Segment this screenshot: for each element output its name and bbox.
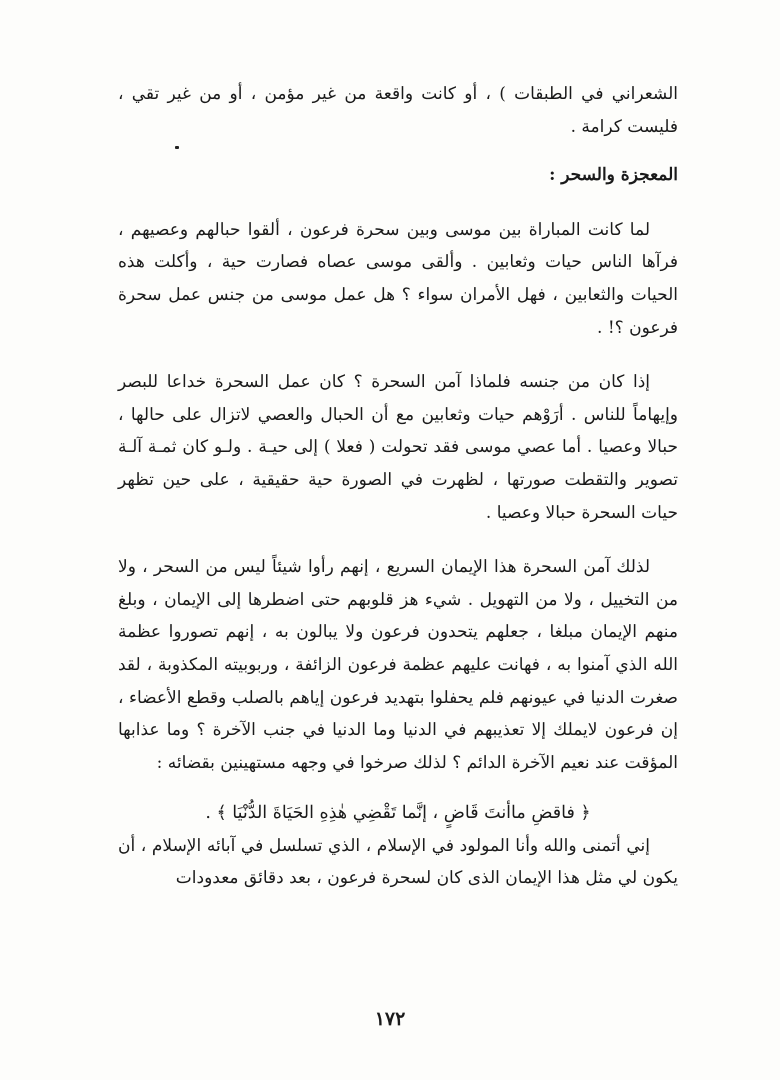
paragraph-continuation: الشعراني في الطبقات ) ، أو كانت واقعة من غير مؤمن ، أو من غير تقي ، فليست كرامة .	[118, 84, 678, 137]
paragraph-author-wish: إني أتمنى والله وأنا المولود في الإسلام ، الذي تسلسل في آبائه الإسلام ، أن يكون لي مثل هذا الإيمان الذى كان لسحرة فرعون ، بعد دقائق معدودات	[118, 835, 678, 889]
paragraph-miracle-contest: لما كانت المباراة بين موسى وبين سحرة فرعون ، ألقوا حبالهم وعصيهم ، فرآها الناس حيات وثعابين . وألقى موسى عصاه فصارت حية ، وأكلت هذه الحيات والثعابين ، فهل الأمران سواء ؟ هل عمل موسى من جنس عمل سحرة فرعون ؟! .	[118, 219, 678, 338]
paragraph-magic-illusion: إذا كان من جنسه فلماذا آمن السحرة ؟ كان عمل السحرة خداعا للبصر وإيهاماً للناس . أرَوْهم حيات وثعابين مع أن الحبال والعصي لاتزال على حالها ، حبالا وعصيا . أما عصي موسى فقد تحولت ( فعلا ) إلى حيـة . ولـو كان ثمـة آلـة تصوير والتقطت صورتها ، لظهرت في الصورة حية حقيقية ، على حين تظهر حيات السحرة حبالا وعصيا .	[118, 372, 678, 523]
section-heading: المعجزة والسحر :	[549, 165, 678, 186]
quran-verse: ﴿ فاقضِ ماأنتَ قَاضٍ ، إنَّما تَقْضِي هٰذِهِ الحَيَاةَ الدُّنْيَا ﴾ .	[205, 803, 591, 824]
page-number: ١٧٢	[374, 1008, 406, 1030]
page-body	[118, 78, 678, 895]
paragraph-sorcerers-faith: لذلك آمن السحرة هذا الإيمان السريع ، إنهم رأوا شيئاً ليس من السحر ، ولا من التخييل ، ولا من التهويل . شيء هز قلوبهم حتى اضطرها إلى الإيمان ، وبلغ منهم الإيمان مبلغا ، جعلهم يتحدون فرعون ولا يبالون به ، إنهم تصوروا عظمة الله الذي آمنوا به ، فهانت عليهم عظمة فرعون الزائفة ، وربوبيته المكذوبة ، لقد صغرت الدنيا في عيونهم فلم يحفلوا بتهديد فرعون إياهم بالصلب وقطع الأعضاء ، إن فرعون لايملك إلا تعذيبهم في الدنيا وما الدنيا في جنب الآخرة ؟ وما عذابها المؤقت عند نعيم الآخرة الدائم ؟ لذلك صرخوا في وجهه مستهينين بقضائه :	[118, 557, 678, 773]
